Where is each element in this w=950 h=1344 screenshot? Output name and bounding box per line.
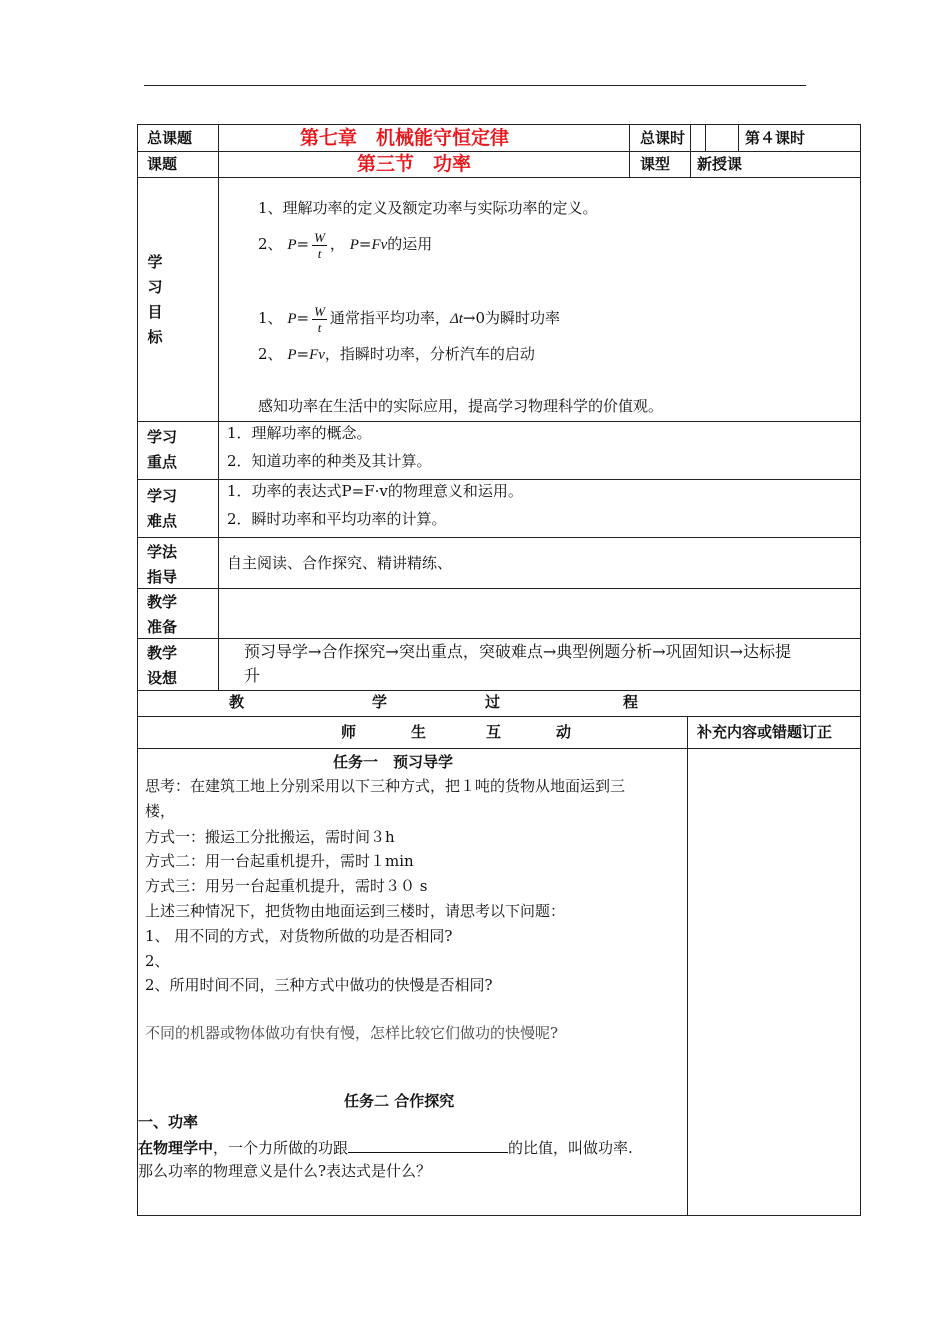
task1-think-1: 思考：在建筑工地上分别采用以下三种方式，把１吨的货物从地面运到三 bbox=[145, 777, 626, 795]
method-text: 自主阅读、合作探究、精讲精练、 bbox=[227, 554, 453, 572]
goal-2: 2、 P= $\frac{W}{t}$ ， P=Fv的运用 bbox=[258, 229, 433, 261]
task1-question: 不同的机器或物体做功有快有慢，怎样比较它们做功的快慢呢? bbox=[145, 1024, 559, 1042]
lesson-type-value: 新授课 bbox=[697, 155, 743, 173]
process-char-4: 程 bbox=[623, 693, 639, 711]
goals-label-char: 标 bbox=[147, 328, 163, 346]
interaction-char-2: 生 bbox=[411, 723, 427, 741]
interaction-char-1: 师 bbox=[341, 723, 357, 741]
difficult-point-2: 2．瞬时功率和平均功率的计算。 bbox=[227, 510, 447, 528]
task1-think-2: 楼， bbox=[145, 802, 176, 820]
goals-label-char: 目 bbox=[147, 303, 163, 321]
method-label-1: 学法 bbox=[147, 543, 178, 561]
goals-label-char: 习 bbox=[147, 278, 163, 296]
interaction-char-4: 动 bbox=[556, 723, 572, 741]
lesson-type-label: 课型 bbox=[640, 155, 671, 173]
design-line-2: 升 bbox=[244, 666, 261, 685]
design-label-2: 设想 bbox=[147, 669, 178, 687]
task1-way-2: 方式二：用一台起重机提升，需时１min bbox=[145, 852, 414, 870]
w-over-t-fraction: $\frac{W}{t}$ bbox=[314, 229, 325, 261]
method-label-2: 指导 bbox=[147, 568, 178, 586]
task2-title: 任务二 合作探究 bbox=[344, 1092, 455, 1110]
goals-label-char: 学 bbox=[147, 253, 163, 271]
task2-line-2: 那么功率的物理意义是什么?表达式是什么？ bbox=[138, 1162, 432, 1180]
task1-intro: 上述三种情况下，把货物由地面运到三楼时，请思考以下问题： bbox=[145, 902, 566, 920]
process-char-1: 教 bbox=[229, 693, 245, 711]
design-line-1: 预习导学→合作探究→突出重点，突破难点→典型例题分析→巩固知识→达标提 bbox=[244, 642, 792, 661]
topic-value: 第三节 功率 bbox=[357, 153, 472, 175]
key-point-2: 2．知道功率的种类及其计算。 bbox=[227, 452, 432, 470]
goal-1: 1、理解功率的定义及额定功率与实际功率的定义。 bbox=[258, 199, 598, 217]
top-rule bbox=[144, 85, 806, 86]
process-char-2: 学 bbox=[372, 693, 388, 711]
key-points-label-2: 重点 bbox=[147, 453, 178, 471]
total-topic-label: 总课题 bbox=[147, 129, 193, 147]
difficult-point-1: 1．功率的表达式P=F·v的物理意义和运用。 bbox=[227, 482, 523, 500]
goal-3: 1、 P= $\frac{W}{t}$ 通常指平均功率，Δt→0为瞬时功率 bbox=[258, 303, 561, 335]
task1-q2a: 2、 bbox=[145, 952, 170, 970]
difficult-label-1: 学习 bbox=[147, 487, 178, 505]
total-hours-value: 第４课时 bbox=[745, 129, 806, 147]
total-hours-label: 总课时 bbox=[640, 129, 686, 147]
key-points-label-1: 学习 bbox=[147, 428, 178, 446]
prep-label-2: 准备 bbox=[147, 618, 178, 636]
goal-4: 2、 P=Fv，指瞬时功率，分析汽车的启动 bbox=[258, 345, 535, 363]
goals-label bbox=[145, 250, 165, 350]
supplement-header: 补充内容或错题订正 bbox=[697, 723, 833, 741]
interaction-char-3: 互 bbox=[486, 723, 502, 741]
topic-label: 课题 bbox=[147, 155, 178, 173]
task1-q2: 2、所用时间不同，三种方式中做功的快慢是否相同? bbox=[145, 976, 493, 994]
total-topic-value: 第七章 机械能守恒定律 bbox=[300, 127, 510, 149]
task1-way-1: 方式一：搬运工分批搬运，需时间３h bbox=[145, 828, 395, 846]
process-char-3: 过 bbox=[485, 693, 501, 711]
key-point-1: 1．理解功率的概念。 bbox=[227, 424, 372, 442]
task2-line-1: 在物理学中，一个力所做的功跟 的比值，叫做功率. bbox=[138, 1139, 633, 1157]
design-label-1: 教学 bbox=[147, 644, 178, 662]
goal-5: 感知功率在生活中的实际应用，提高学习物理科学的价值观。 bbox=[258, 397, 664, 415]
task1-q1: 1、 用不同的方式，对货物所做的功是否相同? bbox=[145, 927, 453, 945]
task1-way-3: 方式三：用另一台起重机提升，需时３０ s bbox=[145, 877, 428, 895]
w-over-t-fraction: $\frac{W}{t}$ bbox=[314, 303, 325, 335]
fill-in-blank[interactable] bbox=[348, 1137, 508, 1153]
task2-section: 一、功率 bbox=[138, 1113, 199, 1131]
task1-title: 任务一 预习导学 bbox=[333, 753, 454, 771]
prep-label-1: 教学 bbox=[147, 593, 178, 611]
difficult-label-2: 难点 bbox=[147, 512, 178, 530]
